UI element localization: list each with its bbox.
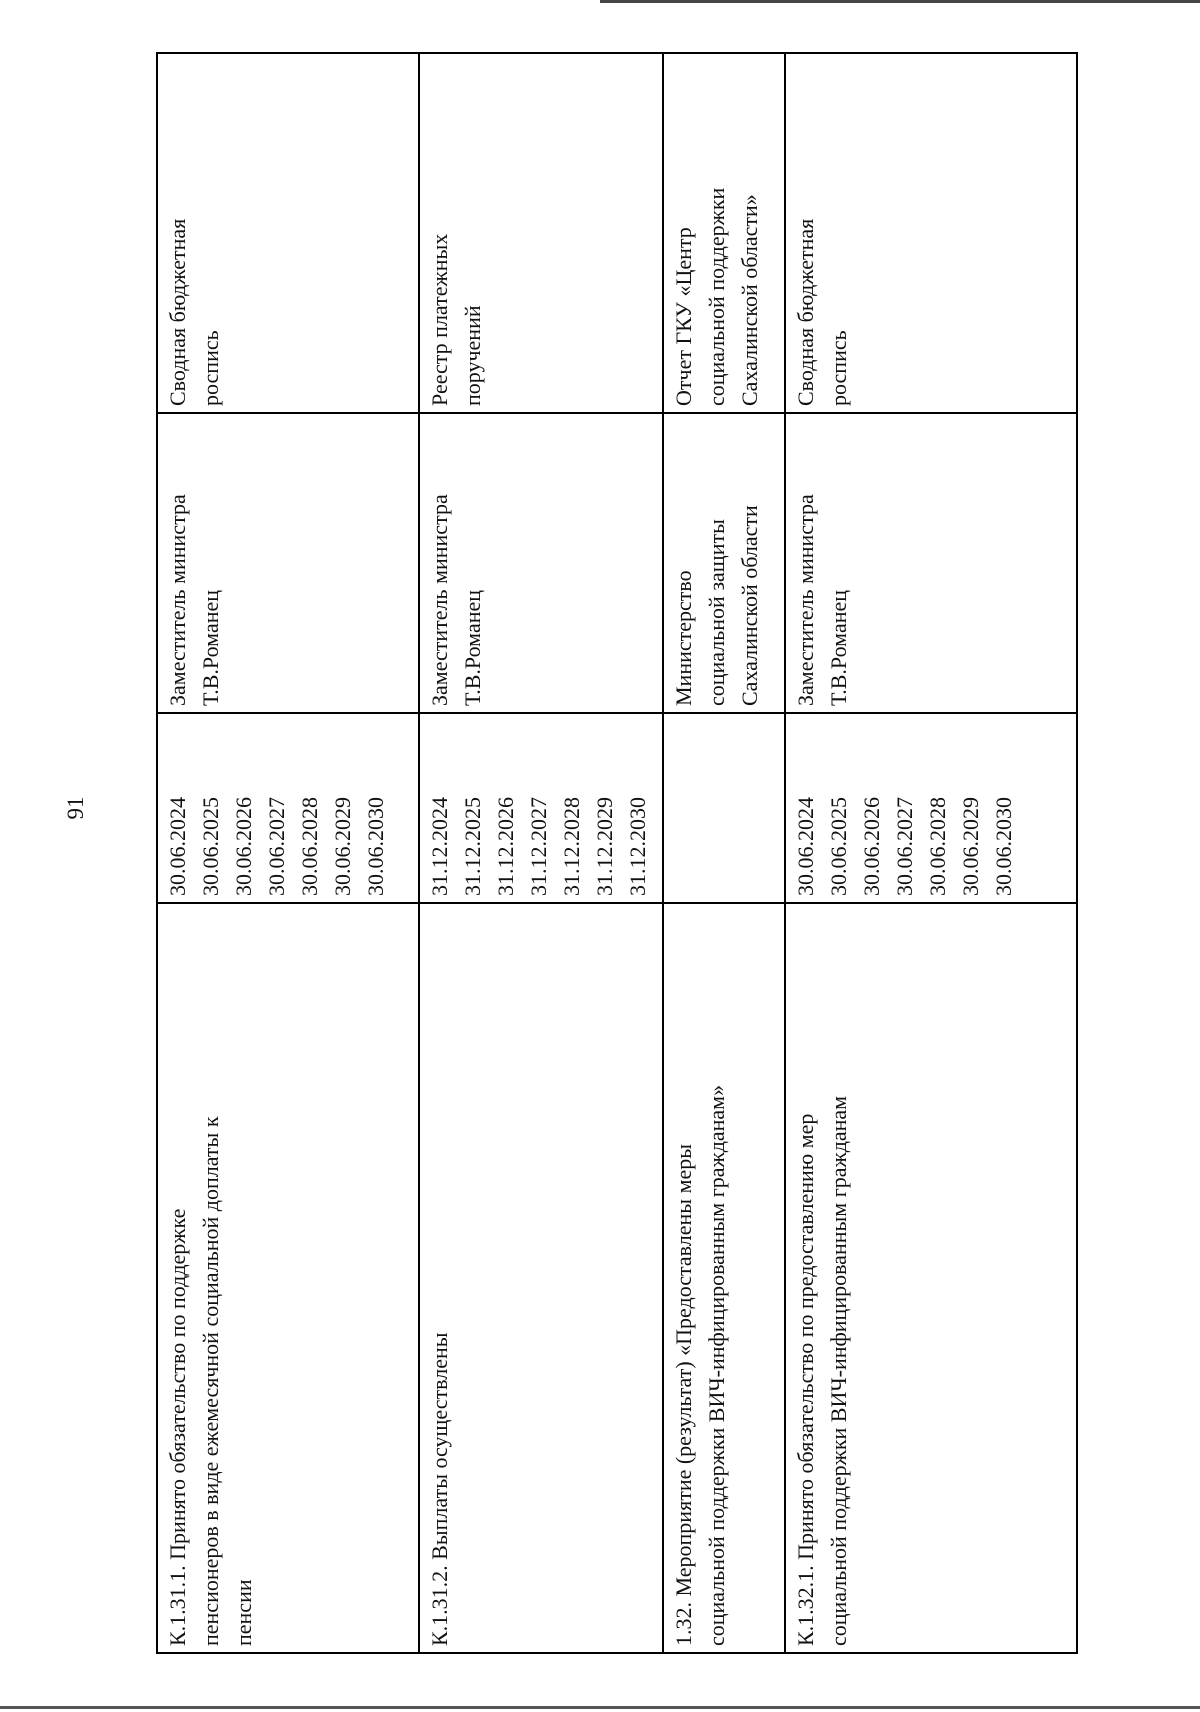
cell-responsible [419,413,663,713]
date-line: 30.06.2028 [297,797,322,896]
text-line: социальной защиты [704,519,729,706]
rotated-table-wrapper [156,54,1076,1654]
top-scan-rule [600,0,1200,3]
date-line: 30.06.2026 [859,797,884,896]
table-row [663,53,785,1653]
cell-description [419,903,663,1653]
date-line: 31.12.2027 [526,797,551,896]
date-line: 30.06.2029 [330,797,355,896]
measures-table [156,52,1078,1654]
date-line: 31.12.2029 [592,797,617,896]
cell-description [785,903,1077,1653]
text-line: Сахалинской области [737,505,762,706]
text-line: пенсионеров в виде ежемесячной социальной доплаты к [198,1116,223,1646]
text-line: Т.В.Романец [460,589,485,706]
cell-document [785,53,1077,413]
text-line: пенсии [231,1579,256,1646]
cell-document [663,53,785,413]
text-line: К.1.32.1. Принято обязательство по предоставлению мер [793,1113,818,1646]
cell-description [157,903,419,1653]
cell-dates [157,713,419,903]
date-line: 30.06.2024 [793,797,818,896]
cell-document [157,53,419,413]
text-line: Заместитель министра [427,494,452,706]
text-line: Сводная бюджетная [165,218,190,406]
text-line: Заместитель министра [793,494,818,706]
date-line: 31.12.2025 [460,797,485,896]
cell-description [663,903,785,1653]
date-line: 30.06.2028 [925,797,950,896]
cell-responsible [785,413,1077,713]
date-line: 31.12.2024 [427,797,452,896]
date-line: 30.06.2030 [991,797,1016,896]
date-line: 30.06.2026 [231,797,256,896]
table-row [157,53,419,1653]
text-line: социальной поддержки ВИЧ-инфицированным гражданам [826,1095,851,1646]
date-line: 31.12.2028 [559,797,584,896]
date-line: 31.12.2030 [625,797,650,896]
cell-responsible [157,413,419,713]
cell-document [419,53,663,413]
text-line: Сводная бюджетная [793,218,818,406]
cell-dates [785,713,1077,903]
text-line: Т.В.Романец [826,589,851,706]
date-line: 31.12.2026 [493,797,518,896]
text-line: роспись [826,330,851,406]
text-line: К.1.31.1. Принято обязательство по поддержке [165,1208,190,1646]
text-line: Министерство [671,570,696,706]
date-line: 30.06.2025 [198,797,223,896]
page-number: 91 [63,796,88,820]
cell-dates [419,713,663,903]
text-line: Сахалинской области» [737,194,762,406]
text-line: 1.32. Мероприятие (результат) «Предоставлены меры [671,1143,696,1646]
text-line: Т.В.Романец [198,589,223,706]
date-line: 30.06.2029 [958,797,983,896]
cell-dates [663,713,785,903]
text-line: Отчет ГКУ «Центр [671,227,696,406]
text-line: К.1.31.2. Выплаты осуществлены [427,1332,452,1646]
text-line: поручений [460,305,485,406]
text-line: Реестр платежных [427,233,452,406]
text-line: Заместитель министра [165,494,190,706]
date-line: 30.06.2027 [892,797,917,896]
date-line: 30.06.2030 [363,797,388,896]
table-row [419,53,663,1653]
table-row [785,53,1077,1653]
date-line: 30.06.2024 [165,797,190,896]
text-line: роспись [198,330,223,406]
text-line: социальной поддержки [704,187,729,406]
bottom-scan-rule [0,1706,1200,1709]
text-line: социальной поддержки ВИЧ-инфицированным гражданам» [704,1084,729,1646]
cell-responsible [663,413,785,713]
date-line: 30.06.2027 [264,797,289,896]
date-line: 30.06.2025 [826,797,851,896]
